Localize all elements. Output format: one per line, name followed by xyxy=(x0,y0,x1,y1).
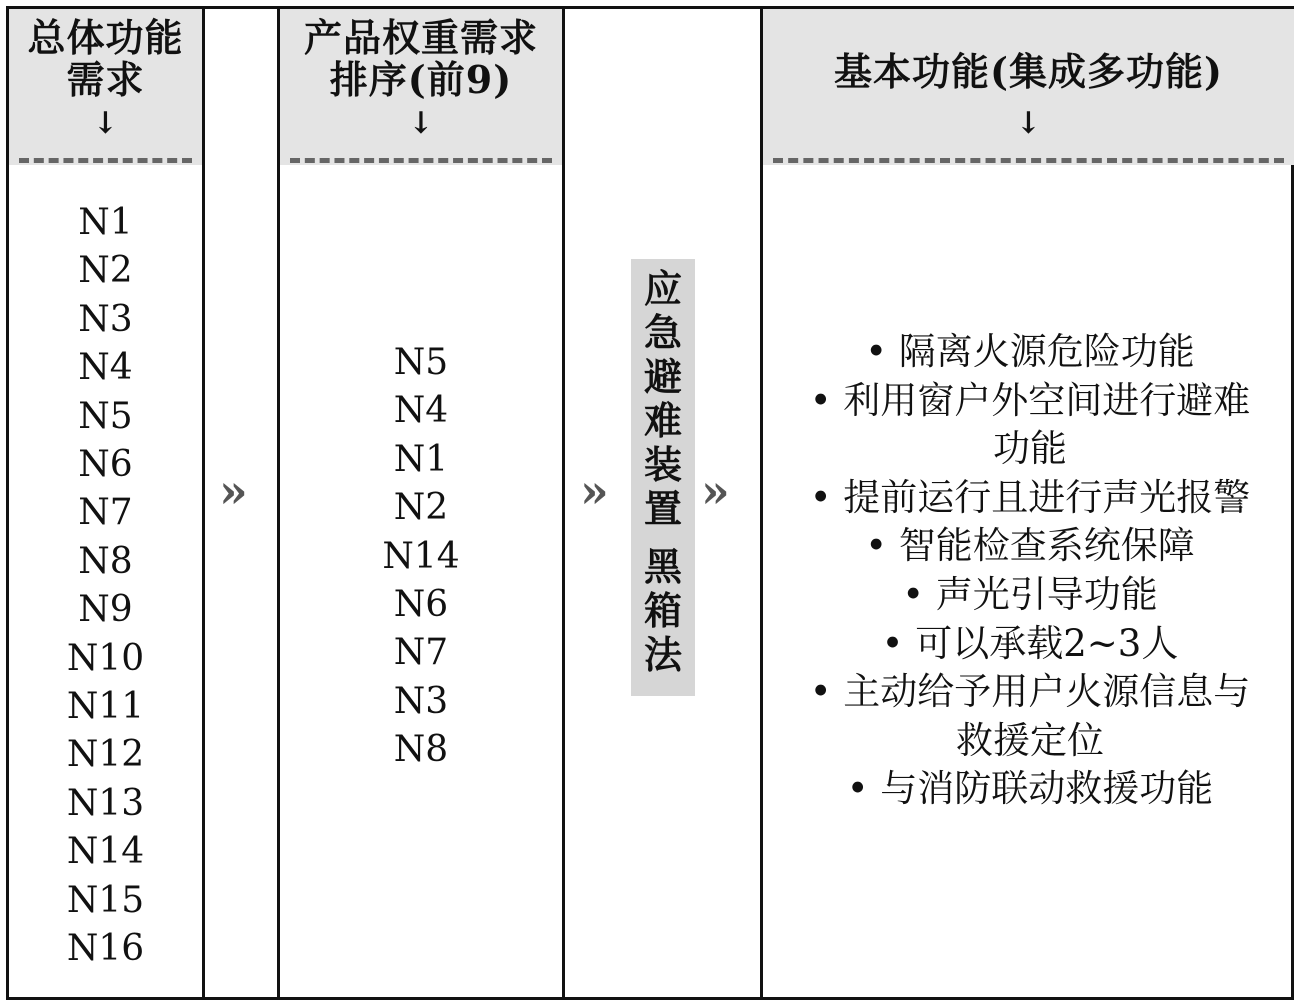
dashed-divider xyxy=(773,158,1284,163)
column-header xyxy=(280,9,562,165)
requirement-list xyxy=(9,199,202,974)
list-item: N8 xyxy=(78,540,133,582)
column-separator xyxy=(202,6,205,1000)
list-item: N14 xyxy=(382,535,460,577)
column-title: 产品权重需求 排序(前9) xyxy=(303,15,538,102)
list-item: N2 xyxy=(78,250,133,292)
list-item: • 隔离火源危险功能 xyxy=(865,330,1195,373)
function-list xyxy=(770,328,1290,814)
list-item: • 利用窗户外空间进行避难 xyxy=(809,378,1251,422)
down-arrow-icon: ↓ xyxy=(92,106,119,141)
column-header xyxy=(9,9,202,165)
list-item: • 与消防联动救援功能 xyxy=(846,767,1214,811)
list-item: N1 xyxy=(78,202,133,243)
list-item: • 提前运行且进行声光报警 xyxy=(809,475,1251,519)
list-item: N11 xyxy=(66,686,145,728)
list-item: N13 xyxy=(66,782,145,824)
list-item: 功能 xyxy=(993,427,1067,471)
down-arrow-icon: ↓ xyxy=(1015,106,1042,141)
list-item: N15 xyxy=(66,879,145,921)
list-item: N6 xyxy=(78,444,133,486)
down-arrow-icon: ↓ xyxy=(408,106,434,141)
method-label: 应 急 避 难 装 置 黑 箱 法 xyxy=(643,266,682,677)
list-item: N6 xyxy=(393,584,449,626)
method-box xyxy=(631,259,695,696)
column-separator xyxy=(562,6,565,1000)
ranking-list xyxy=(280,339,562,775)
list-item: N9 xyxy=(78,589,133,631)
column-overall-requirements xyxy=(9,6,202,1000)
column-weighted-ranking xyxy=(280,6,562,1000)
list-item: N4 xyxy=(78,347,133,389)
dashed-divider xyxy=(290,158,552,163)
list-item: • 主动给予用户火源信息与 xyxy=(809,670,1251,714)
chevron-right-icon: » xyxy=(219,464,242,518)
dashed-divider xyxy=(19,158,192,163)
list-item: N3 xyxy=(78,298,133,340)
list-item: • 可以承载2~3人 xyxy=(881,621,1179,665)
column-header xyxy=(763,9,1294,165)
list-item: • 声光引导功能 xyxy=(902,572,1158,616)
list-item: N10 xyxy=(66,637,145,679)
list-item: N5 xyxy=(78,395,133,437)
list-item: N8 xyxy=(393,729,449,771)
list-item: 救援定位 xyxy=(956,718,1104,762)
list-item: N16 xyxy=(66,928,145,970)
list-item: N5 xyxy=(393,342,449,383)
list-item: • 智能检查系统保障 xyxy=(865,524,1195,568)
column-title: 总体功能 需求 xyxy=(27,15,184,102)
chevron-right-icon: » xyxy=(701,464,724,518)
column-title: 基本功能(集成多功能) xyxy=(834,49,1223,94)
list-item: N7 xyxy=(393,632,449,674)
list-item: N4 xyxy=(393,390,449,432)
list-item: N12 xyxy=(66,734,145,776)
chevron-right-icon: » xyxy=(580,464,603,518)
list-item: N1 xyxy=(393,438,449,480)
list-item: N3 xyxy=(393,680,449,722)
list-item: N7 xyxy=(78,492,133,534)
list-item: N2 xyxy=(393,487,449,529)
list-item: N14 xyxy=(66,831,145,873)
